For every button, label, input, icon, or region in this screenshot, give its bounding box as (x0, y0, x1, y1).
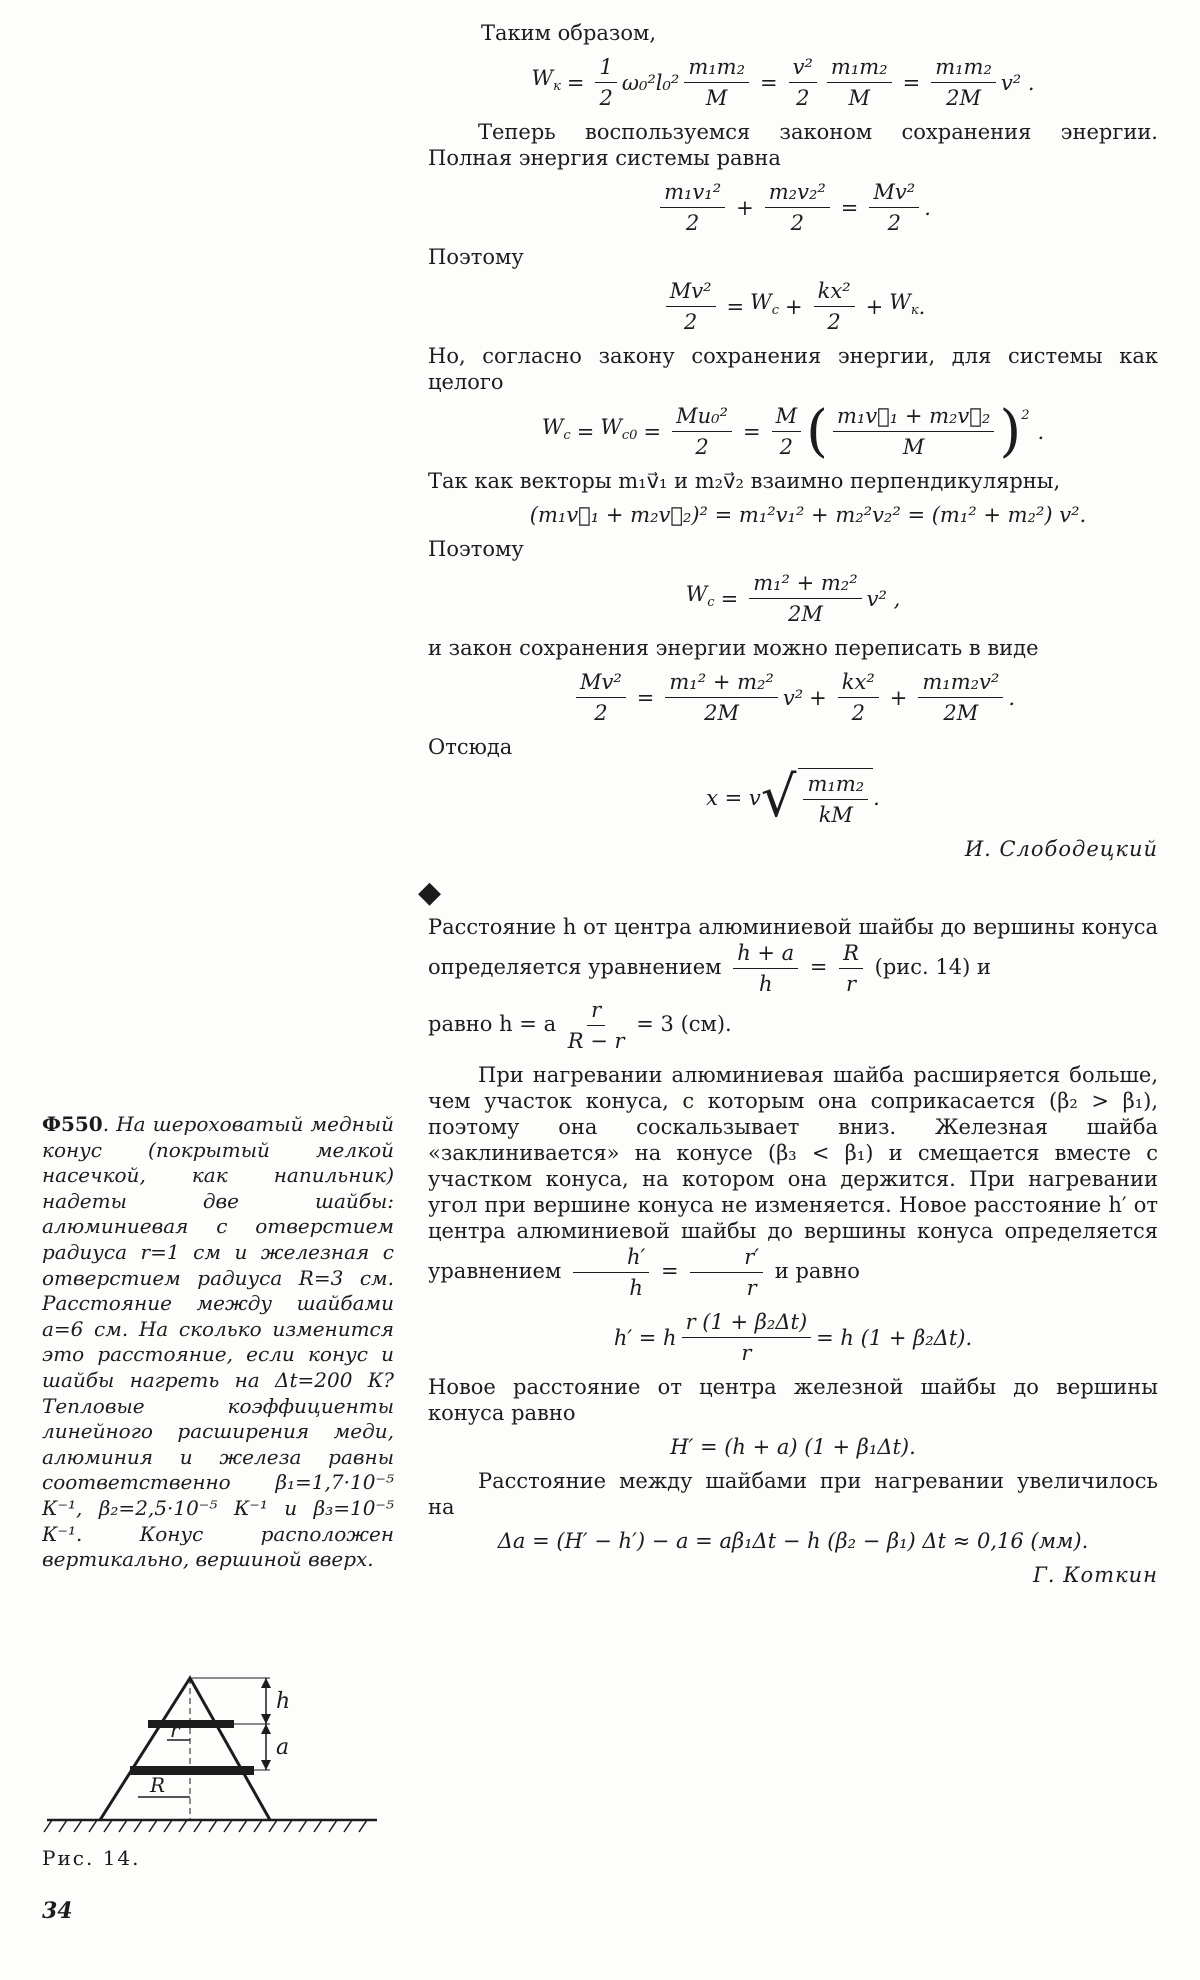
equation-momentum-square: (m₁v⃗₁ + m₂v⃗₂)² = m₁²v₁² + m₂²v₂² = (m₁² + m₂²) v². (529, 503, 1087, 527)
equation-center-of-mass: $W_c$ = $W_{c0}$ = $\frac{\text{Mu₀²}}{2}$ = $\frac{M}{2}$ ( m₁v⃗₁ + m₂v⃗₂ M ) $^2$ . (541, 398, 1045, 464)
paragraph-intro: Таким образом, (481, 21, 657, 45)
equation-energy-split: $\frac{\text{Mv²}}{2}$ = $W_c$ + $\frac{\text{kx²}}{2}$ + $W_к$ . (428, 278, 1158, 335)
paragraph-rewrite: и закон сохранения энергии можно переписать в виде (428, 636, 1039, 660)
paragraph-iron-washer: Новое расстояние от центра железной шайбы до вершины конуса равно (428, 1375, 1158, 1425)
label-h: h (276, 1689, 291, 1714)
signature-slobodetsky: И. Слободецкий (964, 837, 1158, 861)
diamond-separator: ◆ (418, 875, 442, 910)
label-R: R (150, 1773, 166, 1797)
problem-column (42, 1112, 394, 1573)
equation-energy-rewritten: $\frac{\text{Mv²}}{2}$ = $\frac{\text{m₁² + m₂²}}{2M}$ v² + $\frac{\text{kx²}}{2}$ + $\frac{\text{m₁m₂v²}}{2M}$ . (428, 669, 1158, 726)
paragraph-whole-system: Но, согласно закону сохранения энергии, для системы как целого (428, 344, 1158, 394)
solution-block (428, 914, 1158, 1588)
arrow-a-top (261, 1724, 271, 1734)
aluminium-washer (148, 1720, 234, 1728)
arrow-h-top (261, 1678, 271, 1688)
paragraph-therefore-1: Поэтому (428, 245, 524, 269)
eq1-lhs: $W_к$ (531, 65, 561, 95)
arrow-a-bottom (261, 1760, 271, 1770)
page-number: 34 (42, 1898, 73, 1924)
equation-H-prime: H′ = (h + a) (1 + β₁Δt). (670, 1435, 916, 1459)
equation-total-energy: m₁v₁² 2 + $\frac{\text{m₂v₂²}}{2}$ = $\frac{\text{Mv²}}{2}$ . (428, 179, 1158, 236)
paragraph-distance-h: Расстояние h от центра алюминиевой шайбы до вершины конуса определяется уравнением $\frac{h + a}{h}$ = $\frac{R}{r}$ (рис. 14) и (428, 915, 1158, 996)
paragraph-therefore-2: Поэтому (428, 537, 524, 561)
problem-label: Ф550 (42, 1112, 103, 1136)
figure-caption: Рис. 14. (42, 1846, 141, 1870)
eq1-omega-l: ω₀²l₀² (621, 70, 680, 95)
paragraph-heating: При нагревании алюминиевая шайба расширяется больше, чем участок конуса, с которым она соприкасается (β₂ > β₁), поэтому она соскальзывает вниз. Железная шайба «заклинивается» на конусе (β₃ < β₁) и смещается вместе с участком конуса, на котором она держится. При нагревании угол при вершине конуса не изменяется. Новое расстояние h′ от центра алюминиевой шайбы до вершины конуса определяется уравнением $\frac{h'}{h}$ = $\frac{r'}{r}$ и равно (428, 1063, 1158, 1300)
figure-cone-washers (42, 1670, 382, 1840)
problem-f550 (42, 1112, 394, 1573)
paragraph-perpendicular: Так как векторы m₁v⃗₁ и m₂v⃗₂ взаимно перпендикулярны, (428, 469, 1061, 493)
equation-wc: $W_c$ = $\frac{\text{m₁² + m₂²}}{2M}$ v² , (685, 571, 901, 626)
label-r: r (170, 1718, 180, 1742)
problem-text: . На шероховатый медный конус (покрытый мелкой насечкой, как напильник) надеты две шайбы: алюминиевая с отверстием радиуса r=1 см и железная с отверстием радиуса R=3 см. Расстояние между шайбами a=6 см. На сколько изменится это расстояние, если конус и шайбы нагреть на Δt=200 К? Тепловые коэффициенты линейного расширения меди, алюминия и железа равны соответственно β₁=1,7·10⁻⁵ К⁻¹, β₂=2,5·10⁻⁵ К⁻¹ и β₃=10⁻⁵ К⁻¹. Конус расположен вертикально, вершиной вверх. (42, 1112, 394, 1572)
equation-kinetic-energy: $W_к$ = $\frac{1}{2}$ ω₀²l₀² $\frac{\text{m₁m₂}}{M}$ = $\frac{\text{v²}}{2}$ $\frac{\text{m₁m₂}}{M}$ = $\frac{\text{m₁m₂}}{2M}$ v² . (531, 55, 1035, 110)
paragraph-increase: Расстояние между шайбами при нагревании увеличилось на (428, 1469, 1158, 1519)
paragraph-hence: Отсюда (428, 735, 513, 759)
equation-x-result: x = v √ $\frac{\text{m₁m₂}}{kM}$ . (706, 765, 880, 830)
paragraph-energy-conservation: Теперь воспользуемся законом сохранения энергии. Полная энергия системы равна (428, 120, 1158, 170)
equation-h-prime: h′ = h $\frac{\text{r (1 + β₂Δt)}}{r}$ = h (1 + β₂Δt). (613, 1310, 973, 1365)
paragraph-h-value: равно h = a $\frac{r}{R - r}$ = 3 (см). (428, 998, 732, 1053)
iron-washer (130, 1766, 254, 1775)
cone-outline (100, 1678, 270, 1820)
ground-hatch (44, 1820, 367, 1832)
label-a: a (276, 1735, 290, 1760)
main-column (418, 20, 1158, 1588)
arrow-h-bottom (261, 1714, 271, 1724)
signature-kotkin: Г. Коткин (1033, 1563, 1158, 1587)
equation-delta-a: Δa = (H′ − h′) − a = aβ₁Δt − h (β₂ − β₁) Δt ≈ 0,16 (мм). (497, 1529, 1089, 1553)
